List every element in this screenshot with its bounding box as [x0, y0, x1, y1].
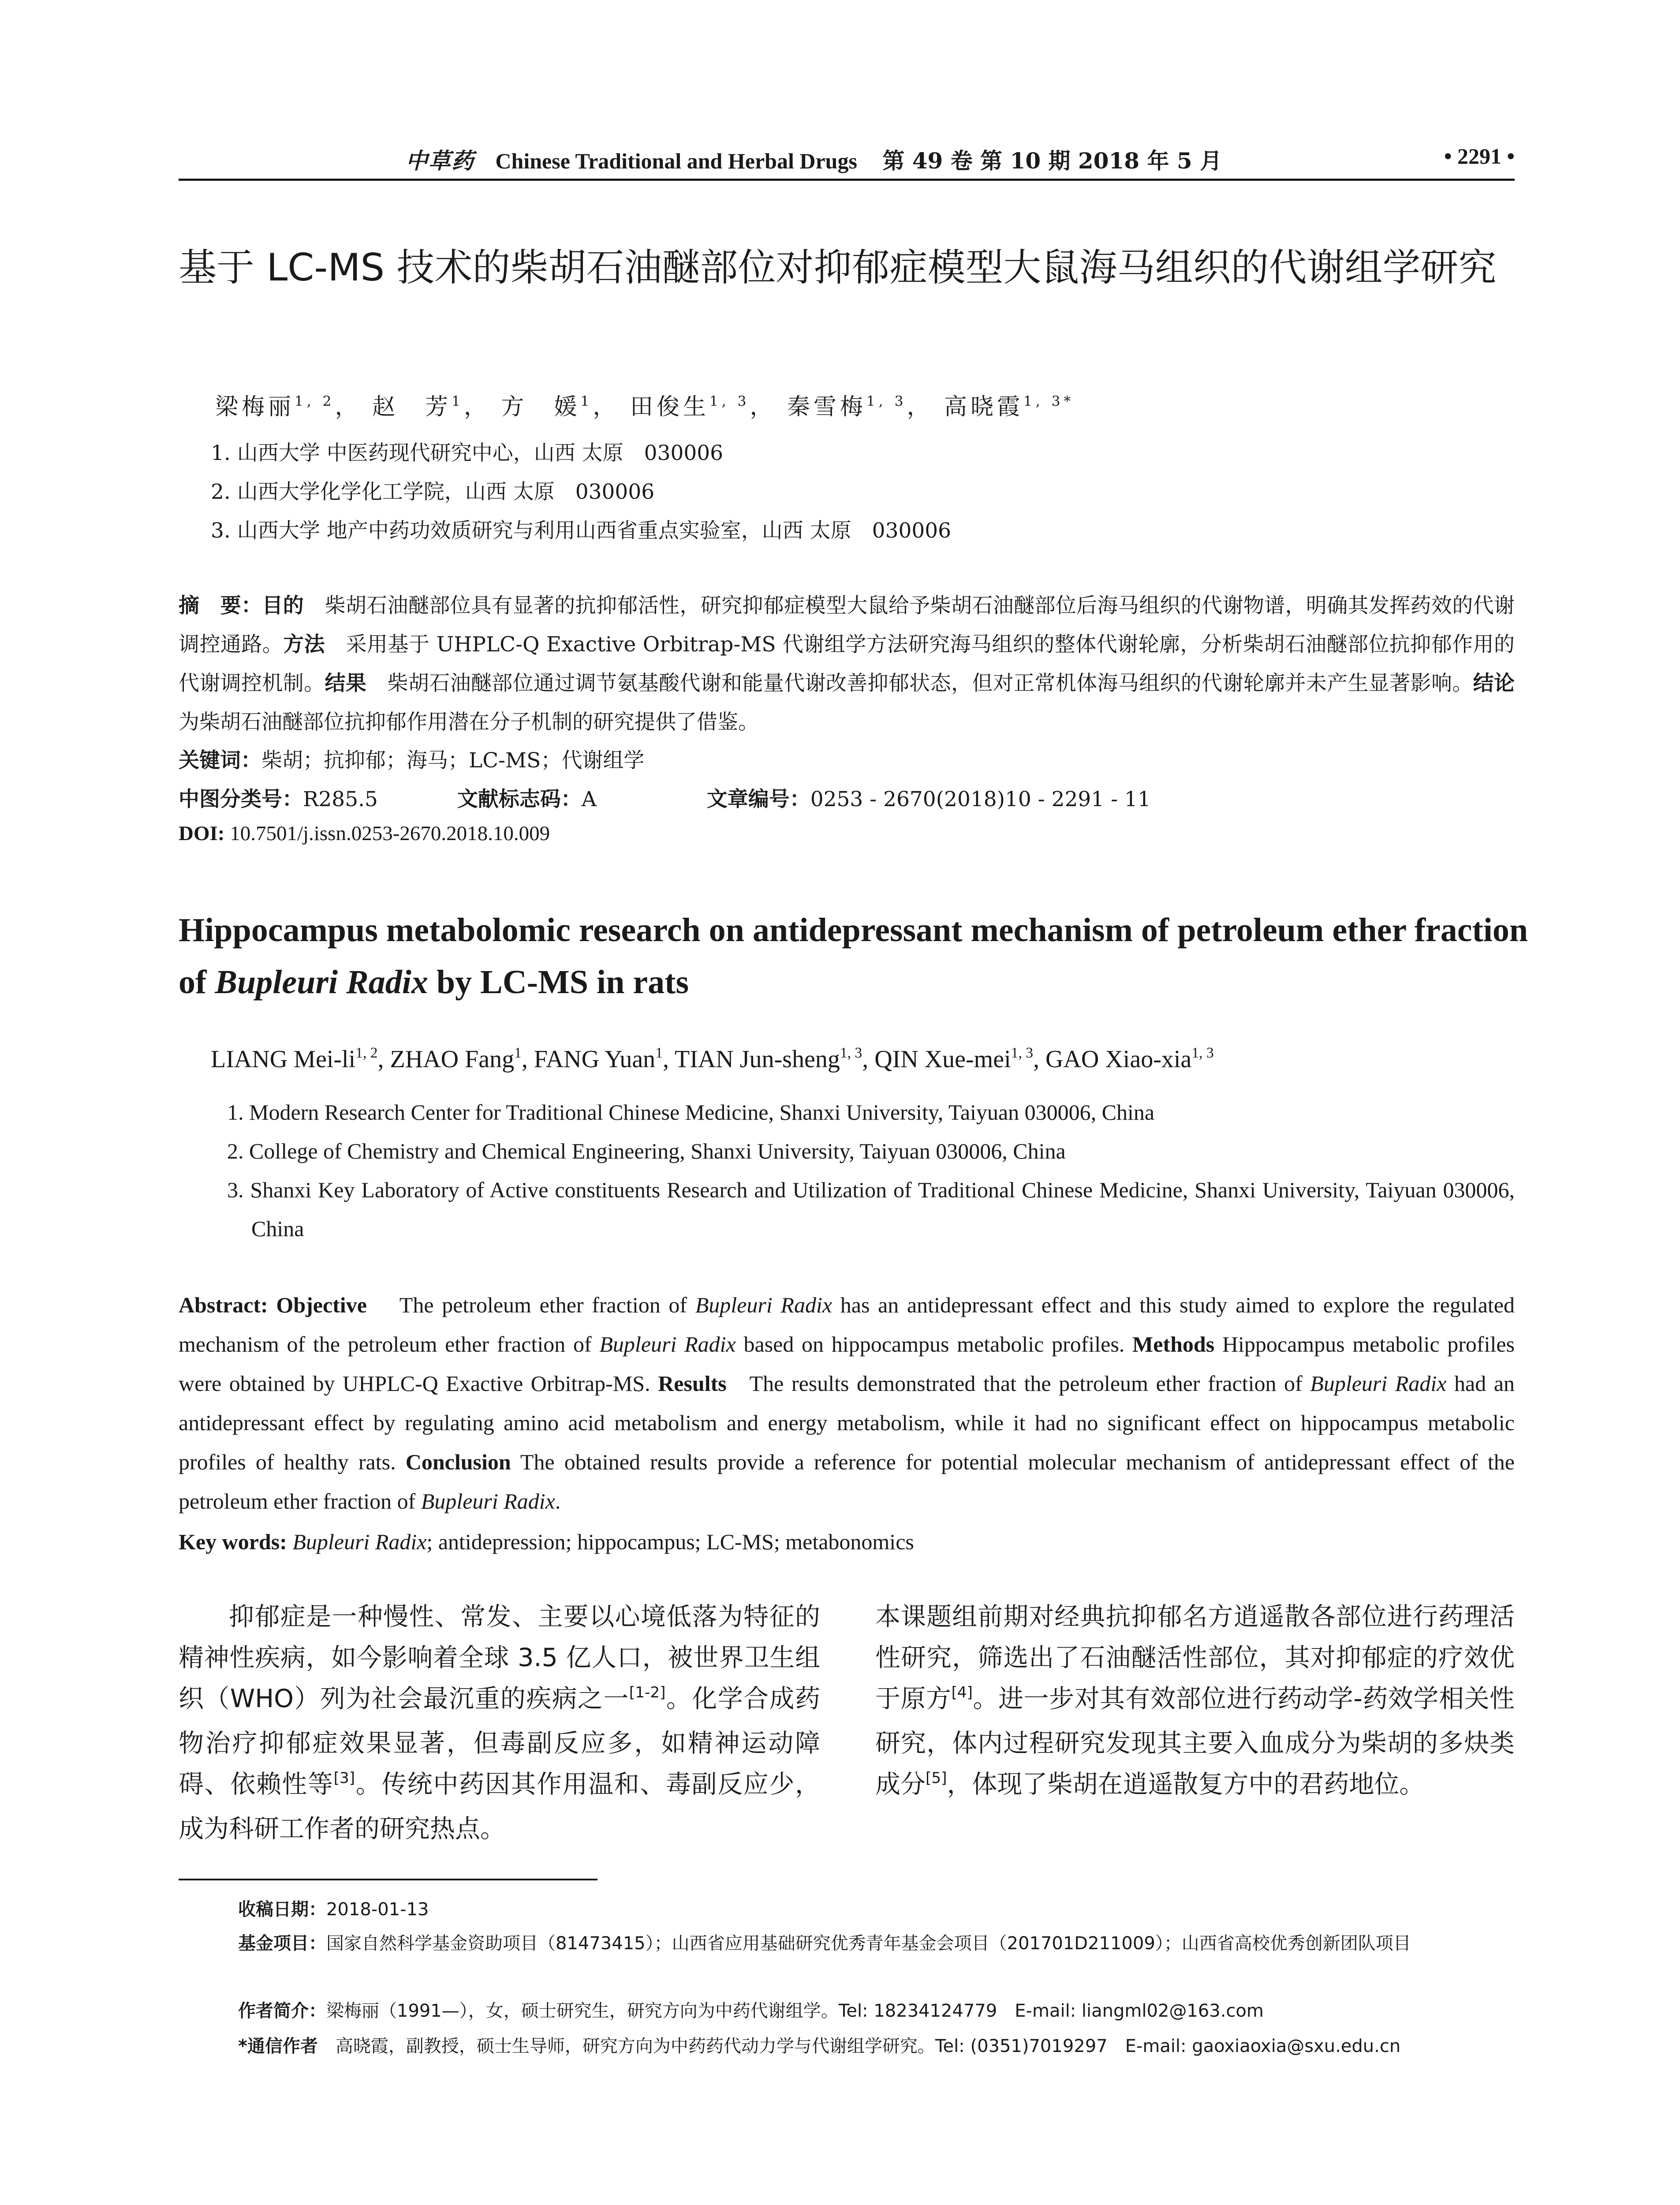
abstract-cn-methods: 采用基于 UHPLC-Q Exactive Orbitrap-MS 代谢组学方法研究海马组织的整体代谢轮廓，分析柴胡石油醚部位抗抑郁作用的代谢调控机制。	[179, 632, 1515, 695]
abstract-en-objective-label: Objective	[276, 1293, 367, 1317]
corresponding-value: 高晓霞，副教授，硕士生导师，研究方向为中药药代动力学与代谢组学研究。Tel: (0351)7019297 E-mail: gaoxiaoxia@sxu.edu.cn	[335, 2036, 1401, 2056]
keywords-en-label: Key words:	[179, 1529, 287, 1554]
abstract-en-conclusion-it: Bupleuri Radix	[421, 1489, 555, 1514]
abstract-en-objective-2: has an antidepressant effect and this study aimed to explore the regulated mechanism of the petroleum ether fraction of	[179, 1293, 1515, 1357]
body-right-ref-2[interactable]: [5]	[926, 1769, 947, 1787]
author-en-4-aff: 1, 3	[840, 1045, 862, 1061]
title-en	[179, 904, 1537, 1008]
author-en-1: LIANG Mei-li	[211, 1046, 356, 1073]
author-en-5: QIN Xue-mei	[874, 1046, 1011, 1073]
doc-code-label: 文献标志码：	[457, 787, 582, 811]
journal-issue: 第 49 卷 第 10 期 2018 年 5 月	[882, 148, 1222, 174]
abstract-cn-conclusion-label: 结论	[1473, 671, 1515, 695]
footnote-corresponding	[238, 2031, 1515, 2062]
journal-logo: 中草药	[406, 148, 474, 174]
author-en-3-aff: 1	[655, 1045, 663, 1061]
keywords-cn-value: 柴胡；抗抑郁；海马；LC-MS；代谢组学	[261, 748, 645, 773]
abstract-cn-objective: 柴胡石油醚部位具有显著的抗抑郁活性，研究抑郁症模型大鼠给予柴胡石油醚部位后海马组织的代谢物谱，明确其发挥药效的代谢调控通路。	[179, 594, 1515, 657]
body-left-text-2: 。化学合成药物治疗抑郁症效果显著，但毒副反应多，如精神运动障碍、依赖性等	[179, 1684, 820, 1799]
author-en-6-aff: 1, 3	[1191, 1045, 1214, 1061]
classification-line	[179, 783, 1151, 812]
author-cn-6: 高晓霞	[944, 394, 1023, 420]
abstract-cn-label: 摘 要：	[179, 594, 262, 618]
author-cn-1-aff: 1, 2	[295, 393, 335, 409]
authors-en: LIANG Mei-li$^{1, 2}$, ZHAO Fang$^1$, FANG Yuan$^1$, TIAN Jun-sheng$^{1, 3}$, QIN Xue-mei$^{1, 3}$, GAO Xiao-xia$^{1, 3}$	[211, 1045, 1214, 1073]
author-cn-3-aff: 1	[580, 393, 593, 409]
body-left-column	[179, 1596, 820, 1850]
affiliation-cn-2: 2. 山西大学化学化工学院，山西 太原 030006	[211, 480, 655, 504]
abstract-en-objective-3: based on hippocampus metabolic profiles.	[735, 1332, 1125, 1357]
footnote-received	[238, 1894, 1515, 1925]
author-bio-value: 梁梅丽（1991—），女，硕士研究生，研究方向为中药代谢组学。Tel: 18234124779 E-mail: liangml02@163.com	[326, 2001, 1264, 2021]
fund-value: 国家自然科学基金资助项目（81473415）；山西省应用基础研究优秀青年基金会项目（201701D211009）；山西省高校优秀创新团队项目	[326, 1933, 1411, 1954]
abstract-en	[179, 1286, 1515, 1521]
clc-value: R285.5	[303, 787, 378, 811]
author-en-2-aff: 1	[514, 1045, 522, 1061]
abstract-cn	[179, 587, 1515, 742]
corresponding-label: *通信作者	[238, 2036, 318, 2056]
abstract-cn-objective-label: 目的	[262, 594, 304, 618]
abstract-en-objective-1: The petroleum ether fraction of	[399, 1293, 695, 1317]
author-en-6: GAO Xiao-xia	[1045, 1046, 1192, 1073]
body-right-text-1: 本课题组前期对经典抗抑郁名方逍遥散各部位进行药理活性研究，筛选出了石油醚活性部位，其对抑郁症的疗效优于原方	[875, 1602, 1515, 1713]
author-en-4: TIAN Jun-sheng	[674, 1046, 840, 1073]
abstract-en-conclusion-2: .	[555, 1489, 561, 1514]
doc-code-value: A	[581, 787, 597, 811]
author-cn-2: 赵 芳	[372, 394, 452, 420]
abstract-en-conclusion-label: Conclusion	[405, 1450, 511, 1474]
abstract-cn-conclusion: 为柴胡石油醚部位抗抑郁作用潜在分子机制的研究提供了借鉴。	[179, 710, 759, 734]
author-en-3: FANG Yuan	[534, 1046, 656, 1073]
page-number: • 2291 •	[1444, 144, 1515, 168]
journal-name: Chinese Traditional and Herbal Drugs	[495, 149, 857, 173]
body-right-text-2: 。进一步对其有效部位进行药动学-药效学相关性研究，体内过程研究发现其主要入血成分为柴胡的多炔类成分	[875, 1684, 1515, 1799]
author-cn-6-aff: 1, 3*	[1023, 393, 1075, 409]
affiliation-en-3: 3. Shanxi Key Laboratory of Active constituents Research and Utilization of Traditional Chinese Medicine, Shanxi University, Taiyuan 030006, China	[227, 1177, 1515, 1241]
title-en-part1: Hippocampus metabolomic research on antidepressant mechanism of petroleum ether fraction of	[179, 912, 1528, 1001]
clc-label: 中图分类号：	[179, 787, 303, 811]
author-cn-4-aff: 1, 3	[709, 393, 750, 409]
doi-label: DOI:	[179, 822, 225, 845]
body-right-ref-1[interactable]: [4]	[951, 1683, 973, 1701]
abstract-cn-results: 柴胡石油醚部位通过调节氨基酸代谢和能量代谢改善抑郁状态，但对正常机体海马组织的代谢轮廓并未产生显著影响。	[387, 671, 1473, 695]
keywords-cn	[179, 744, 644, 774]
author-cn-5: 秦雪梅	[787, 394, 866, 420]
author-cn-2-aff: 1	[452, 393, 464, 409]
abstract-en-results-label: Results	[658, 1371, 727, 1396]
affiliation-cn-3: 3. 山西大学 地产中药功效质研究与利用山西省重点实验室，山西 太原 030006	[211, 519, 952, 543]
doi-line	[179, 822, 550, 845]
received-label: 收稿日期：	[238, 1899, 326, 1920]
abstract-cn-methods-label: 方法	[283, 632, 325, 657]
article-no-value: 0253 - 2670(2018)10 - 2291 - 11	[810, 787, 1151, 811]
author-cn-5-aff: 1, 3	[866, 393, 907, 409]
abstract-en-label: Abstract:	[179, 1293, 268, 1317]
body-left-ref-1[interactable]: [1-2]	[629, 1683, 666, 1701]
body-left-text-1: 抑郁症是一种慢性、常发、主要以心境低落为特征的精神性疾病，如今影响着全球 3.5 亿人口，被世界卫生组织（WHO）列为社会最沉重的疾病之一	[179, 1602, 820, 1713]
journal-line	[406, 143, 1222, 175]
body-right-column	[875, 1596, 1515, 1809]
received-value: 2018-01-13	[326, 1899, 429, 1920]
abstract-en-methods-label: Methods	[1132, 1332, 1215, 1357]
keywords-en	[179, 1529, 914, 1555]
keywords-cn-label: 关键词：	[179, 748, 261, 773]
authors-cn: 梁梅丽$^{1, 2}$， 赵 芳$^1$， 方 媛$^1$， 田俊生$^{1, 3}$， 秦雪梅$^{1, 3}$， 高晓霞$^{1, 3*}$	[215, 393, 1075, 420]
abstract-en-results-1: The results demonstrated that the petroleum ether fraction of	[749, 1371, 1310, 1396]
affiliation-en-1: 1. Modern Research Center for Traditional Chinese Medicine, Shanxi University, Taiyuan 030006, China	[227, 1100, 1155, 1125]
body-left-text-3: 。传统中药因其作用温和、毒副反应少，成为科研工作者的研究热点。	[179, 1770, 820, 1843]
title-en-italic: Bupleuri Radix	[215, 964, 428, 1001]
title-cn: 基于 LC-MS 技术的柴胡石油醚部位对抑郁症模型大鼠海马组织的代谢组学研究	[179, 246, 1497, 290]
abstract-cn-results-label: 结果	[325, 671, 367, 695]
footnote-author	[238, 1996, 1515, 2026]
affiliation-cn-1: 1. 山西大学 中医药现代研究中心，山西 太原 030006	[211, 441, 724, 465]
title-en-part2: by LC-MS in rats	[428, 964, 689, 1001]
body-left-ref-2[interactable]: [3]	[333, 1769, 355, 1787]
abstract-en-conclusion-1: The obtained results provide a reference for potential molecular mechanism of antidepressant effect of the petroleum ether fraction of	[179, 1450, 1515, 1514]
author-cn-1: 梁梅丽	[215, 394, 295, 420]
keywords-en-rest: ; antidepression; hippocampus; LC-MS; metabonomics	[426, 1529, 914, 1554]
body-right-text-3: ，体现了柴胡在逍遥散复方中的君药地位。	[947, 1770, 1425, 1799]
footnote-rule	[179, 1879, 597, 1880]
abstract-en-objective-it2: Bupleuri Radix	[599, 1332, 736, 1357]
author-en-1-aff: 1, 2	[355, 1045, 378, 1061]
fund-label: 基金项目：	[238, 1933, 326, 1954]
doi-value: 10.7501/j.issn.0253-2670.2018.10.009	[230, 822, 550, 845]
author-bio-label: 作者简介：	[238, 2001, 326, 2021]
author-cn-4: 田俊生	[630, 394, 709, 420]
abstract-en-objective-it1: Bupleuri Radix	[695, 1293, 833, 1317]
abstract-en-results-2: had an antidepressant effect by regulating amino acid metabolism and energy metabolism, while it had no significant effect on hippocampus metabolic profiles of healthy rats.	[179, 1371, 1515, 1474]
author-en-2: ZHAO Fang	[390, 1046, 515, 1073]
footnote-fund	[238, 1928, 1515, 1959]
abstract-en-methods: Hippocampus metabolic profiles were obtained by UHPLC-Q Exactive Orbitrap-MS.	[179, 1332, 1515, 1396]
keywords-en-first: Bupleuri Radix	[292, 1529, 427, 1554]
abstract-en-results-it: Bupleuri Radix	[1310, 1371, 1447, 1396]
author-en-5-aff: 1, 3	[1011, 1045, 1034, 1061]
article-no-label: 文章编号：	[706, 787, 810, 811]
author-cn-3: 方 媛	[501, 394, 581, 420]
affiliation-en-2: 2. College of Chemistry and Chemical Engineering, Shanxi University, Taiyuan 030006, China	[227, 1139, 1066, 1163]
